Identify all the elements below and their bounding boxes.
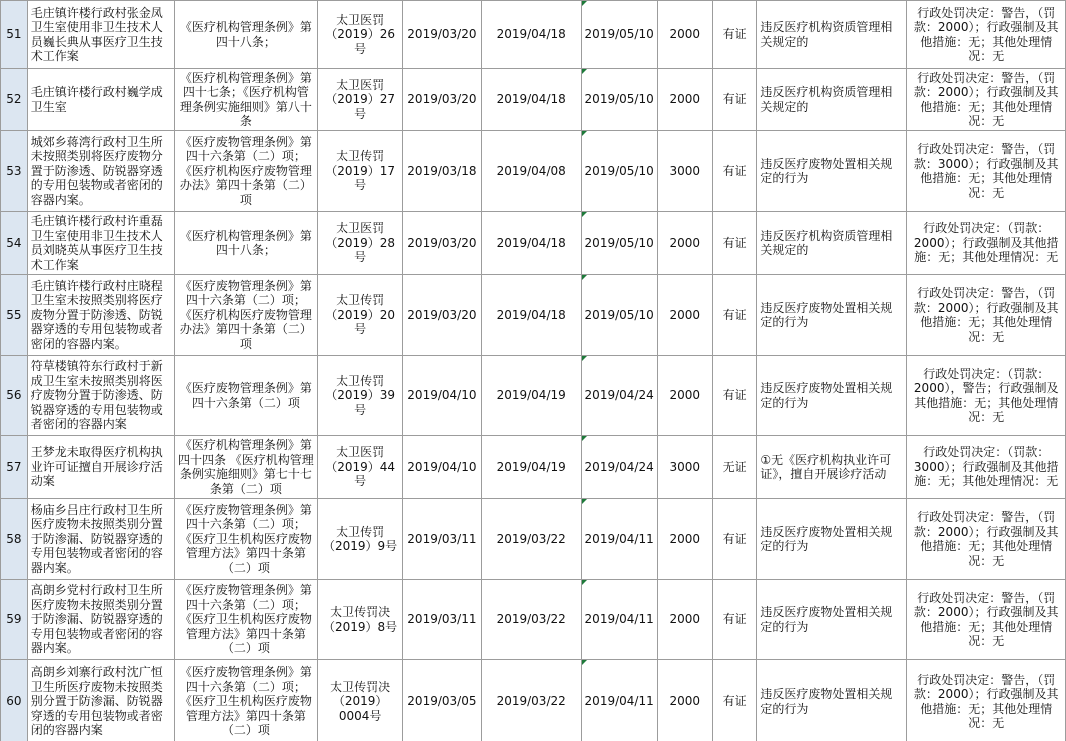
penalty-result-cell[interactable]: 行政处罚决定：警告，（罚款：2000）；行政强制及其他措施：无；其他处理情况：无 bbox=[907, 1, 1066, 69]
table-row bbox=[1, 580, 1066, 660]
penalty-result-cell[interactable]: 行政处罚决定：（罚款：2000），警告；行政强制及其他措施：无；其他处理情况：无 bbox=[907, 356, 1066, 436]
legal-basis-cell[interactable]: 《医疗废物管理条例》第四十六条第（二）项；《医疗卫生机构医疗废物管理方法》第四十条第（二）项 bbox=[174, 499, 318, 580]
license-status-cell[interactable]: 有证 bbox=[712, 275, 757, 356]
filing-date-cell[interactable]: 2019/04/18 bbox=[481, 1, 581, 69]
case-name-cell[interactable]: 城郊乡蒋湾行政村卫生所未按照类别将医疗废物分置于防渗透、防锐器穿透的专用包装物或者密闭的容器内案。 bbox=[27, 131, 174, 212]
decision-date-cell[interactable]: 2019/03/20 bbox=[402, 69, 481, 131]
table-row bbox=[1, 275, 1066, 356]
row-number[interactable]: 55 bbox=[1, 275, 28, 356]
violation-type-cell[interactable]: 违反医疗废物处置相关规定的行为 bbox=[757, 499, 907, 580]
legal-basis-cell[interactable]: 《医疗废物管理条例》第四十六条第（二）项；《医疗卫生机构医疗废物管理方法》第四十条第（二）项 bbox=[174, 580, 318, 660]
table-row bbox=[1, 1, 1066, 69]
penalty-result-cell[interactable]: 行政处罚决定：警告，（罚款：2000）；行政强制及其他措施：无；其他处理情况：无 bbox=[907, 660, 1066, 741]
publish-date-cell[interactable]: 2019/05/10 bbox=[581, 131, 657, 212]
license-status-cell[interactable]: 无证 bbox=[712, 436, 757, 499]
row-number[interactable]: 60 bbox=[1, 660, 28, 741]
fine-amount-cell[interactable]: 2000 bbox=[657, 499, 712, 580]
publish-date-cell[interactable]: 2019/04/24 bbox=[581, 356, 657, 436]
table-row bbox=[1, 356, 1066, 436]
fine-amount-cell[interactable]: 2000 bbox=[657, 660, 712, 741]
violation-type-cell[interactable]: ①无《医疗机构执业许可证》，擅自开展诊疗活动 bbox=[757, 436, 907, 499]
case-name-cell[interactable]: 高朗乡党村行政村卫生所医疗废物未按照类别分置于防渗漏、防锐器穿透的专用包装物或者密闭的容器内案。 bbox=[27, 580, 174, 660]
document-number-cell[interactable]: 太卫传罚决（2019）8号 bbox=[318, 580, 403, 660]
violation-type-cell[interactable]: 违反医疗废物处置相关规定的行为 bbox=[757, 580, 907, 660]
document-number-cell[interactable]: 太卫传罚（2019）20号 bbox=[318, 275, 403, 356]
violation-type-cell[interactable]: 违反医疗废物处置相关规定的行为 bbox=[757, 275, 907, 356]
penalty-result-cell[interactable]: 行政处罚决定：警告，（罚款：2000）；行政强制及其他措施：无；其他处理情况：无 bbox=[907, 275, 1066, 356]
publish-date-cell[interactable]: 2019/05/10 bbox=[581, 212, 657, 275]
row-number[interactable]: 52 bbox=[1, 69, 28, 131]
license-status-cell[interactable]: 有证 bbox=[712, 580, 757, 660]
publish-date-cell[interactable]: 2019/04/11 bbox=[581, 580, 657, 660]
legal-basis-cell[interactable]: 《医疗废物管理条例》第四十六条第（二）项；《医疗卫生机构医疗废物管理方法》第四十条第（二）项 bbox=[174, 660, 318, 741]
penalty-result-cell[interactable]: 行政处罚决定：警告，（罚款：2000）；行政强制及其他措施：无；其他处理情况：无 bbox=[907, 499, 1066, 580]
decision-date-cell[interactable]: 2019/03/05 bbox=[402, 660, 481, 741]
filing-date-cell[interactable]: 2019/04/19 bbox=[481, 436, 581, 499]
document-number-cell[interactable]: 太卫医罚（2019）28号 bbox=[318, 212, 403, 275]
row-number[interactable]: 58 bbox=[1, 499, 28, 580]
license-status-cell[interactable]: 有证 bbox=[712, 1, 757, 69]
publish-date-cell[interactable]: 2019/05/10 bbox=[581, 69, 657, 131]
violation-type-cell[interactable]: 违反医疗废物处置相关规定的行为 bbox=[757, 660, 907, 741]
license-status-cell[interactable]: 有证 bbox=[712, 212, 757, 275]
table-row bbox=[1, 436, 1066, 499]
table-row bbox=[1, 660, 1066, 741]
document-number-cell[interactable]: 太卫传罚（2019）9号 bbox=[318, 499, 403, 580]
decision-date-cell[interactable]: 2019/04/10 bbox=[402, 356, 481, 436]
publish-date-cell[interactable]: 2019/05/10 bbox=[581, 275, 657, 356]
penalty-result-cell[interactable]: 行政处罚决定：警告，（罚款：2000）；行政强制及其他措施：无；其他处理情况：无 bbox=[907, 580, 1066, 660]
legal-basis-cell[interactable]: 《医疗废物管理条例》第四十六条第（二）项 bbox=[174, 356, 318, 436]
legal-basis-cell[interactable]: 《医疗机构管理条例》第四十四条 《医疗机构管理条例实施细则》第七十七条第（二）项 bbox=[174, 436, 318, 499]
filing-date-cell[interactable]: 2019/04/18 bbox=[481, 275, 581, 356]
filing-date-cell[interactable]: 2019/04/19 bbox=[481, 356, 581, 436]
table-row bbox=[1, 69, 1066, 131]
legal-basis-cell[interactable]: 《医疗机构管理条例》第四十八条； bbox=[174, 1, 318, 69]
document-number-cell[interactable]: 太卫传罚（2019）17号 bbox=[318, 131, 403, 212]
row-number[interactable]: 51 bbox=[1, 1, 28, 69]
fine-amount-cell[interactable]: 2000 bbox=[657, 1, 712, 69]
penalty-result-cell[interactable]: 行政处罚决定：警告，（罚款：3000）；行政强制及其他措施：无；其他处理情况：无 bbox=[907, 131, 1066, 212]
filing-date-cell[interactable]: 2019/04/18 bbox=[481, 212, 581, 275]
publish-date-cell[interactable]: 2019/04/11 bbox=[581, 660, 657, 741]
row-number[interactable]: 53 bbox=[1, 131, 28, 212]
decision-date-cell[interactable]: 2019/03/20 bbox=[402, 1, 481, 69]
document-number-cell[interactable]: 太卫医罚（2019）44号 bbox=[318, 436, 403, 499]
violation-type-cell[interactable]: 违反医疗机构资质管理相关规定的 bbox=[757, 1, 907, 69]
case-name-cell[interactable]: 毛庄镇许楼行政村庄晓程卫生室未按照类别将医疗废物分置于防渗透、防锐器穿透的专用包装物或者密闭的容器内案。 bbox=[27, 275, 174, 356]
filing-date-cell[interactable]: 2019/03/22 bbox=[481, 499, 581, 580]
fine-amount-cell[interactable]: 2000 bbox=[657, 212, 712, 275]
violation-type-cell[interactable]: 违反医疗废物处置相关规定的行为 bbox=[757, 356, 907, 436]
penalty-result-cell[interactable]: 行政处罚决定：（罚款：3000）；行政强制及其他措施：无；其他处理情况：无 bbox=[907, 436, 1066, 499]
fine-amount-cell[interactable]: 2000 bbox=[657, 69, 712, 131]
filing-date-cell[interactable]: 2019/03/22 bbox=[481, 580, 581, 660]
decision-date-cell[interactable]: 2019/03/20 bbox=[402, 275, 481, 356]
table-body bbox=[1, 1, 1066, 741]
filing-date-cell[interactable]: 2019/04/08 bbox=[481, 131, 581, 212]
fine-amount-cell[interactable]: 3000 bbox=[657, 131, 712, 212]
table-row bbox=[1, 131, 1066, 212]
table-row bbox=[1, 212, 1066, 275]
row-number[interactable]: 57 bbox=[1, 436, 28, 499]
publish-date-cell[interactable]: 2019/04/24 bbox=[581, 436, 657, 499]
license-status-cell[interactable]: 有证 bbox=[712, 69, 757, 131]
violation-type-cell[interactable]: 违反医疗废物处置相关规定的行为 bbox=[757, 131, 907, 212]
fine-amount-cell[interactable]: 2000 bbox=[657, 275, 712, 356]
row-number[interactable]: 56 bbox=[1, 356, 28, 436]
penalty-result-cell[interactable]: 行政处罚决定：警告，（罚款：2000）；行政强制及其他措施：无；其他处理情况：无 bbox=[907, 69, 1066, 131]
legal-basis-cell[interactable]: 《医疗机构管理条例》第四十七条；《医疗机构管理条例实施细则》第八十条 bbox=[174, 69, 318, 131]
document-number-cell[interactable]: 太卫传罚（2019）39号 bbox=[318, 356, 403, 436]
case-name-cell[interactable]: 王梦龙未取得医疗机构执业许可证擅自开展诊疗活动案 bbox=[27, 436, 174, 499]
violation-type-cell[interactable]: 违反医疗机构资质管理相关规定的 bbox=[757, 69, 907, 131]
case-name-cell[interactable]: 毛庄镇许楼行政村许重磊卫生室使用非卫生技术人员刘晓英从事医疗卫生技术工作案 bbox=[27, 212, 174, 275]
license-status-cell[interactable]: 有证 bbox=[712, 499, 757, 580]
fine-amount-cell[interactable]: 2000 bbox=[657, 580, 712, 660]
document-number-cell[interactable]: 太卫传罚决（2019）0004号 bbox=[318, 660, 403, 741]
case-name-cell[interactable]: 杨庙乡吕庄行政村卫生所医疗废物未按照类别分置于防渗漏、防锐器穿透的专用包装物或者密闭的容器内案。 bbox=[27, 499, 174, 580]
decision-date-cell[interactable]: 2019/03/20 bbox=[402, 212, 481, 275]
decision-date-cell[interactable]: 2019/03/11 bbox=[402, 499, 481, 580]
license-status-cell[interactable]: 有证 bbox=[712, 131, 757, 212]
row-number[interactable]: 59 bbox=[1, 580, 28, 660]
decision-date-cell[interactable]: 2019/04/10 bbox=[402, 436, 481, 499]
penalty-result-cell[interactable]: 行政处罚决定：（罚款：2000）；行政强制及其他措施：无；其他处理情况：无 bbox=[907, 212, 1066, 275]
legal-basis-cell[interactable]: 《医疗机构管理条例》第四十八条； bbox=[174, 212, 318, 275]
publish-date-cell[interactable]: 2019/05/10 bbox=[581, 1, 657, 69]
case-name-cell[interactable]: 高朗乡刘寨行政村沈广恒卫生所医疗废物未按照类别分置于防渗漏、防锐器穿透的专用包装物或者密闭的容器内案 bbox=[27, 660, 174, 741]
table-row bbox=[1, 499, 1066, 580]
filing-date-cell[interactable]: 2019/03/22 bbox=[481, 660, 581, 741]
license-status-cell[interactable]: 有证 bbox=[712, 356, 757, 436]
fine-amount-cell[interactable]: 3000 bbox=[657, 436, 712, 499]
decision-date-cell[interactable]: 2019/03/18 bbox=[402, 131, 481, 212]
case-name-cell[interactable]: 毛庄镇许楼行政村巍学成卫生室 bbox=[27, 69, 174, 131]
legal-basis-cell[interactable]: 《医疗废物管理条例》第四十六条第（二）项；《医疗机构医疗废物管理办法》第四十条第（二）项 bbox=[174, 275, 318, 356]
document-number-cell[interactable]: 太卫医罚（2019）26号 bbox=[318, 1, 403, 69]
decision-date-cell[interactable]: 2019/03/11 bbox=[402, 580, 481, 660]
case-name-cell[interactable]: 毛庄镇许楼行政村张金凤卫生室使用非卫生技术人员巍长典从事医疗卫生技术工作案 bbox=[27, 1, 174, 69]
row-number[interactable]: 54 bbox=[1, 212, 28, 275]
license-status-cell[interactable]: 有证 bbox=[712, 660, 757, 741]
case-name-cell[interactable]: 符草楼镇符东行政村于新成卫生室未按照类别将医疗废物分置于防渗透、防锐器穿透的专用包装物或者密闭的容器内案 bbox=[27, 356, 174, 436]
violation-type-cell[interactable]: 违反医疗机构资质管理相关规定的 bbox=[757, 212, 907, 275]
publish-date-cell[interactable]: 2019/04/11 bbox=[581, 499, 657, 580]
document-number-cell[interactable]: 太卫医罚（2019）27号 bbox=[318, 69, 403, 131]
legal-basis-cell[interactable]: 《医疗废物管理条例》第四十六条第（二）项；《医疗机构医疗废物管理办法》第四十条第（二）项 bbox=[174, 131, 318, 212]
fine-amount-cell[interactable]: 2000 bbox=[657, 356, 712, 436]
filing-date-cell[interactable]: 2019/04/18 bbox=[481, 69, 581, 131]
